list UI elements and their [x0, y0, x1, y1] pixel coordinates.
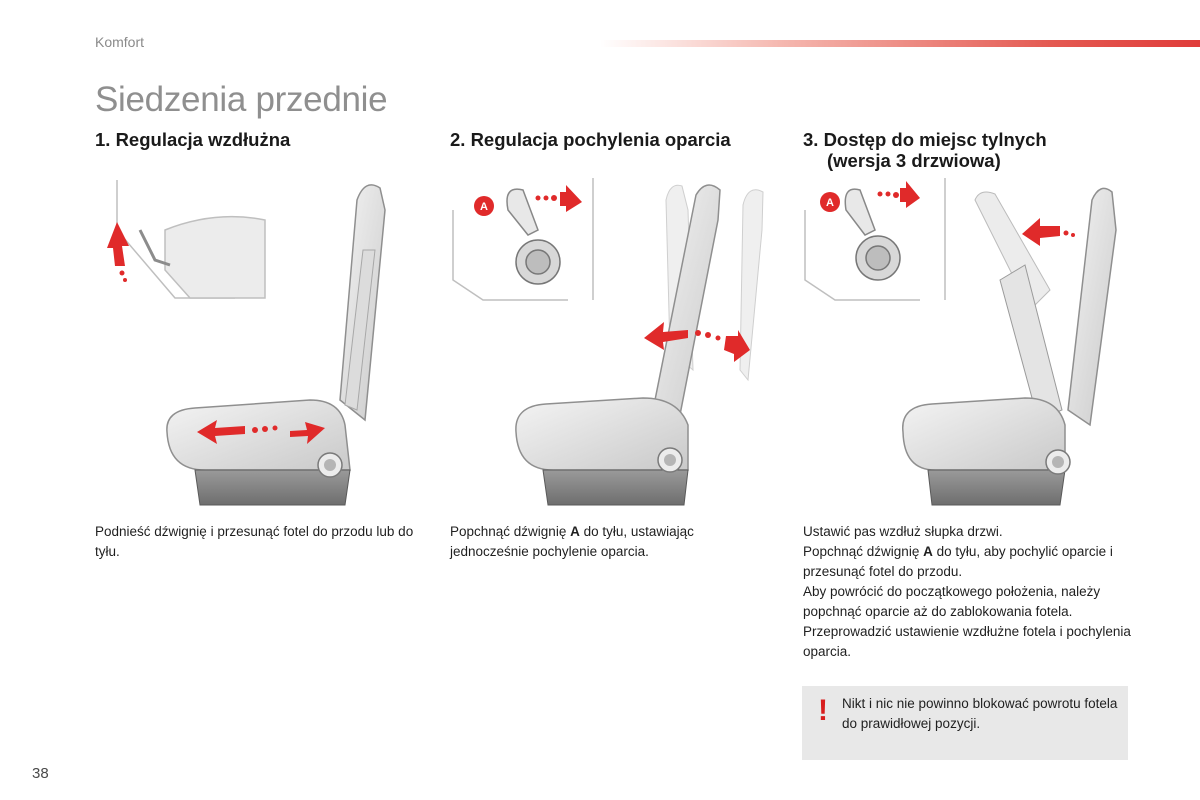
heading-rear-access — [803, 129, 1047, 171]
heading-backrest-adjustment: 2. Regulacja pochylenia oparcia — [450, 129, 731, 150]
svg-text:A: A — [480, 201, 488, 213]
warning-text: Nikt i nic nie powinno blokować powrotu fotela do prawidłowej pozycji. — [842, 696, 1118, 731]
header-accent-bar — [600, 40, 1200, 47]
seat-longitudinal-illustration — [95, 170, 445, 515]
warning-box — [802, 686, 1128, 760]
heading-rear-access-line1: 3. Dostęp do miejsc tylnych — [803, 129, 1047, 150]
seat-base — [543, 470, 688, 505]
section-label: Komfort — [95, 34, 145, 50]
seat-backrest-illustration — [448, 170, 798, 515]
rear-access-step-2: Popchnąć dźwignię A do tyłu, aby pochylić oparcie i przesunąć fotel do przodu. — [803, 544, 1113, 579]
seat-cushion — [903, 398, 1065, 470]
lever-a-ref: A — [923, 544, 933, 559]
seat-base — [928, 470, 1065, 505]
page-title: Siedzenia przednie — [95, 80, 388, 119]
rear-access-step-3: Aby powrócić do początkowego położenia, należy popchnąć oparcie aż do zablokowania fotela. — [803, 584, 1101, 619]
lever-a-badge — [820, 192, 840, 212]
page-number: 38 — [32, 765, 49, 782]
lever-a-ref: A — [570, 524, 580, 539]
push-lever-arrow — [536, 185, 583, 212]
svg-text:A: A — [826, 197, 834, 209]
seat-backrest — [1068, 188, 1116, 425]
heading-longitudinal-adjustment: 1. Regulacja wzdłużna — [95, 129, 291, 150]
exclamation-icon: ! — [818, 694, 828, 727]
seat-rear-access-illustration — [800, 170, 1150, 515]
lever-detail-inset — [117, 180, 265, 298]
rear-access-instructions — [803, 522, 1133, 662]
longitudinal-instructions-text: Podnieść dźwignię i przesunąć fotel do przodu lub do tyłu. — [95, 524, 414, 559]
heading-rear-access-line2: (wersja 3 drzwiowa) — [827, 150, 1001, 171]
fold-forward-arrow — [1022, 218, 1075, 246]
longitudinal-instructions — [95, 522, 425, 562]
backrest-instructions: Popchnąć dźwignię A do tyłu, ustawiając jednocześnie pochylenie oparcia. — [450, 524, 694, 559]
lift-arrow — [107, 222, 129, 282]
lever-a-badge — [474, 196, 494, 216]
rear-access-step-4: Przeprowadzić ustawienie wzdłużne fotela i pochylenia oparcia. — [803, 624, 1131, 659]
rear-access-step-1: Ustawić pas wzdłuż słupka drzwi. — [803, 524, 1003, 539]
push-lever-arrow — [878, 181, 921, 208]
